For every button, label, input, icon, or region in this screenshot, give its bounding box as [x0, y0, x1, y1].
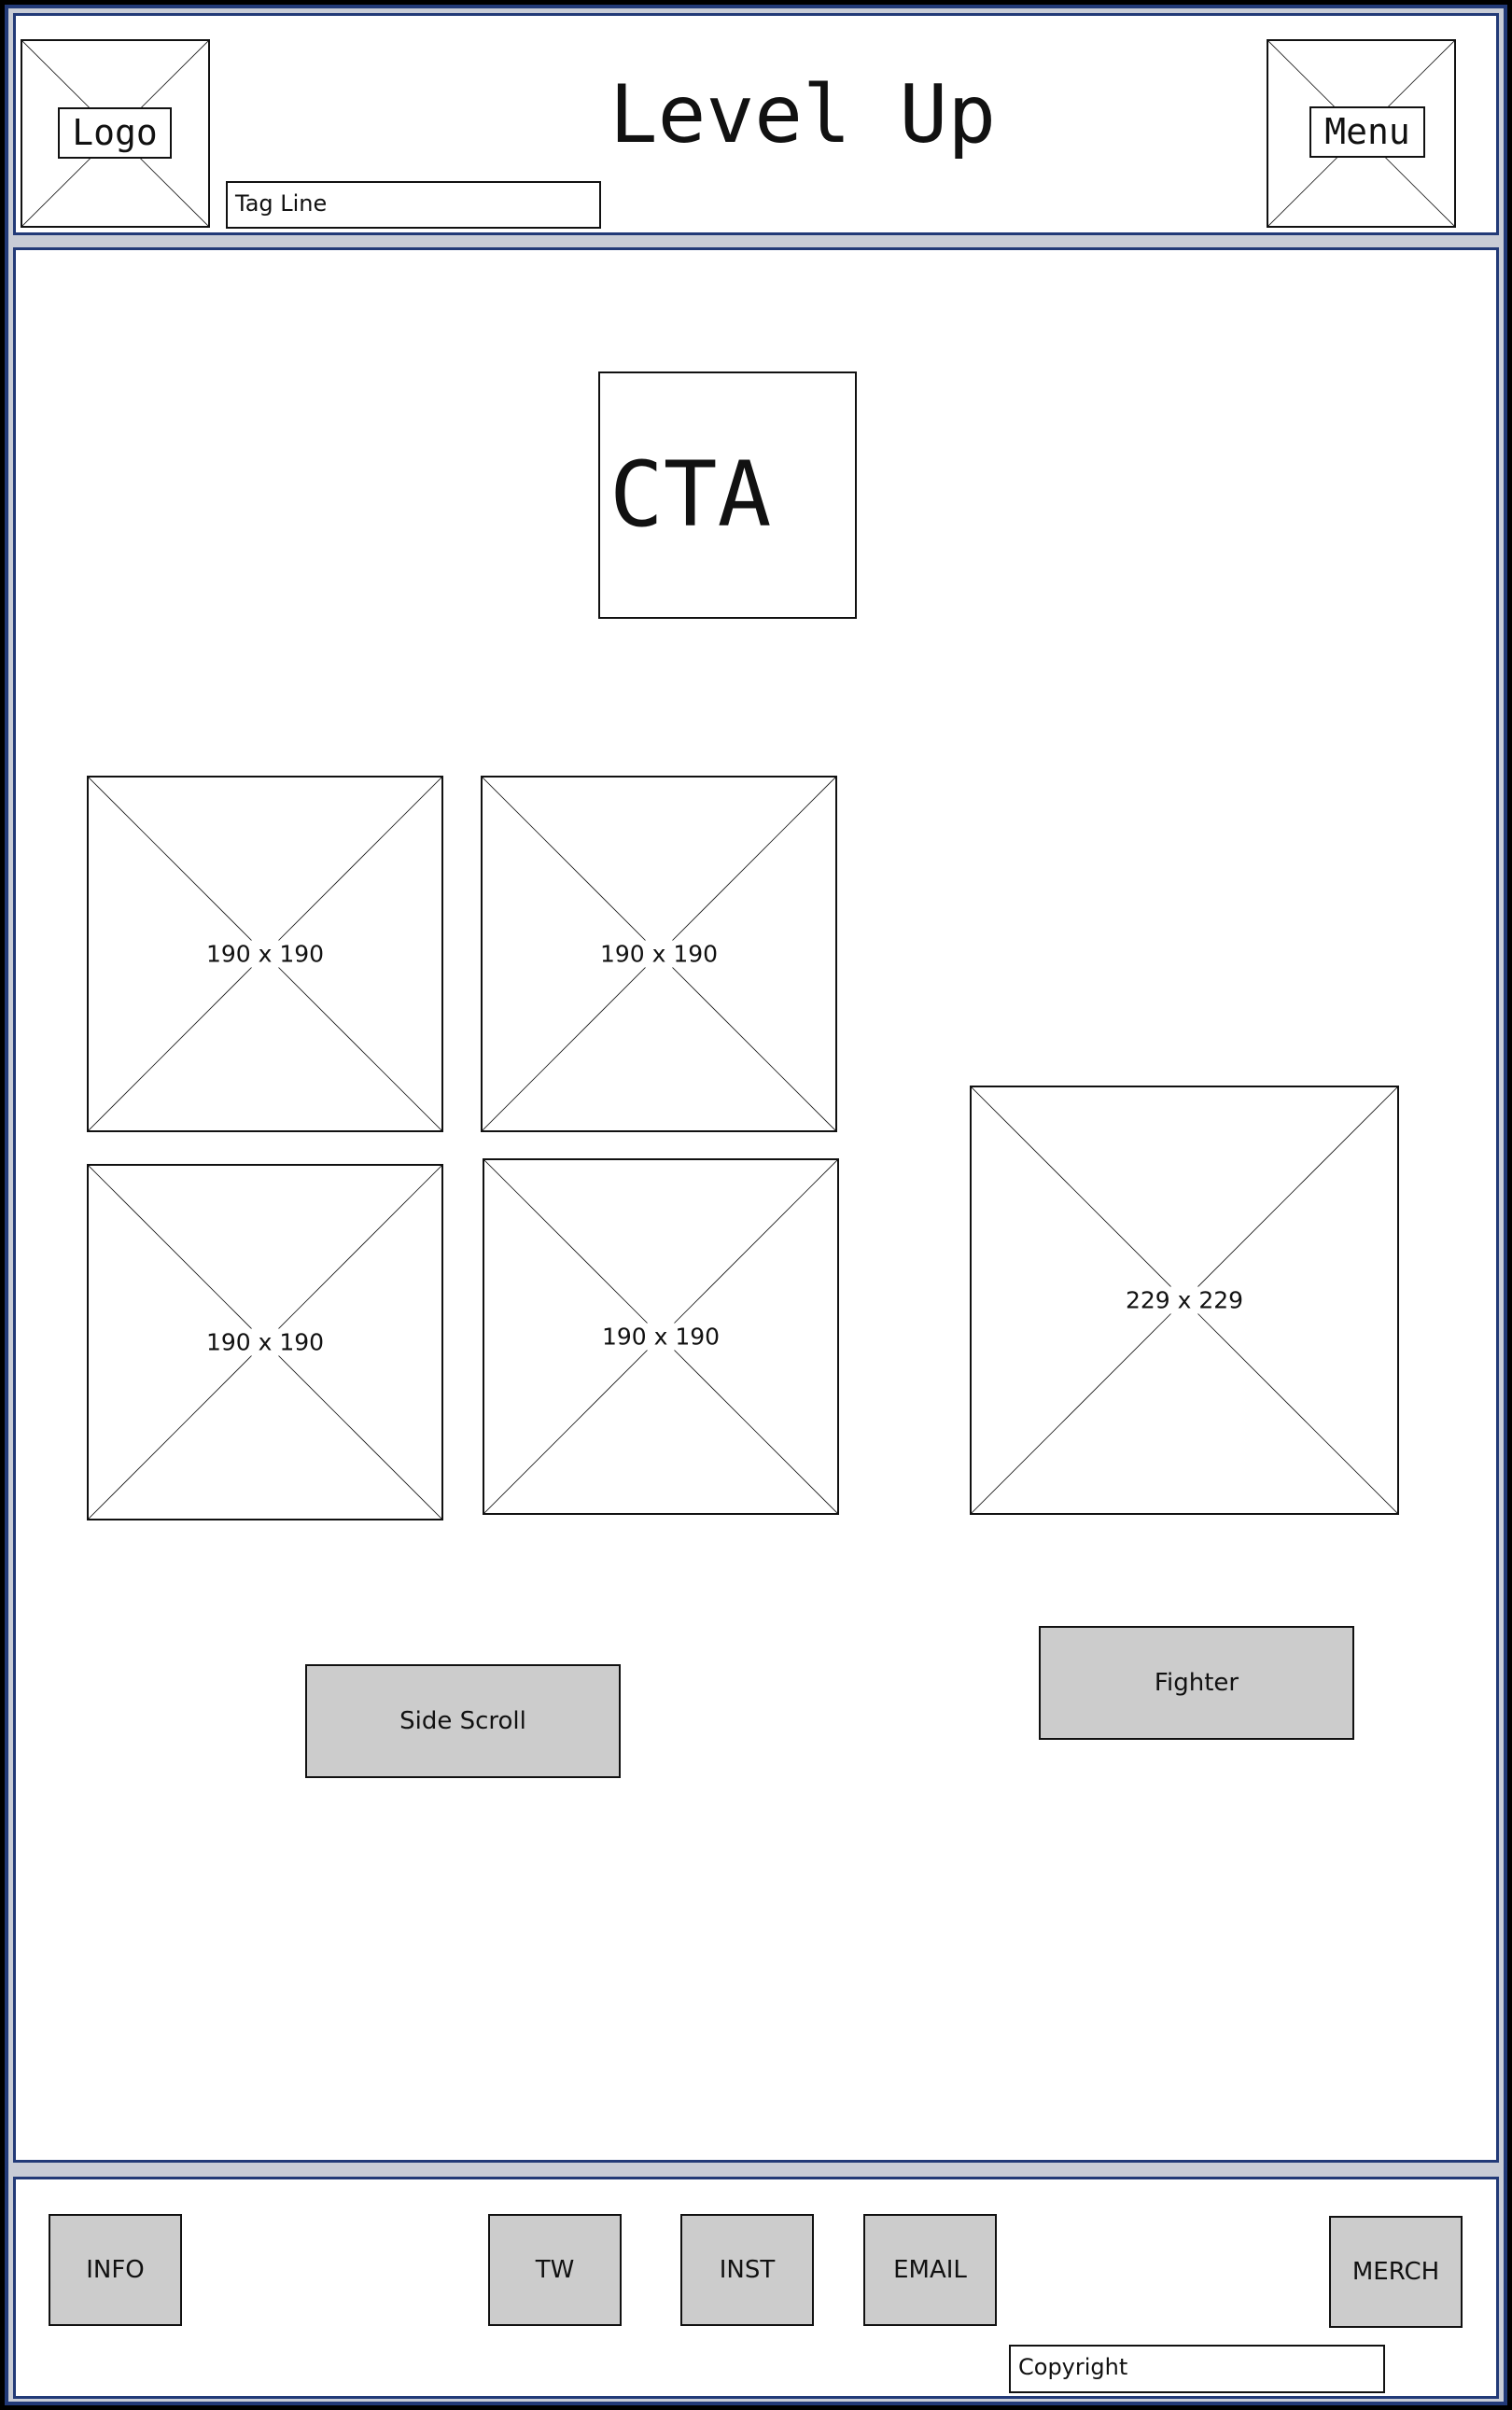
fighter-button[interactable]: Fighter [1039, 1626, 1354, 1740]
image-size-label: 229 x 229 [1125, 1286, 1244, 1314]
game-tile[interactable] [481, 776, 837, 1132]
game-tile[interactable] [87, 776, 443, 1132]
image-size-label: 190 x 190 [205, 940, 325, 968]
menu-label[interactable]: Menu [1309, 106, 1425, 158]
instagram-button[interactable]: INST [680, 2214, 814, 2326]
side-scroll-button[interactable]: Side Scroll [305, 1664, 621, 1778]
game-tile[interactable] [483, 1158, 839, 1515]
merch-button[interactable]: MERCH [1329, 2216, 1463, 2328]
logo-label: Logo [58, 107, 172, 159]
cta-button[interactable]: CTA [598, 371, 857, 619]
twitter-button[interactable]: TW [488, 2214, 622, 2326]
image-size-label: 190 x 190 [601, 1323, 721, 1351]
image-size-label: 190 x 190 [205, 1328, 325, 1356]
game-tile[interactable] [87, 1164, 443, 1520]
tagline-field: Tag Line [226, 181, 601, 229]
email-button[interactable]: EMAIL [863, 2214, 997, 2326]
feature-tile[interactable] [970, 1086, 1399, 1515]
site-title: Level Up [609, 68, 997, 161]
info-button[interactable]: INFO [49, 2214, 182, 2326]
copyright-field: Copyright [1009, 2345, 1385, 2393]
image-size-label: 190 x 190 [599, 940, 719, 968]
